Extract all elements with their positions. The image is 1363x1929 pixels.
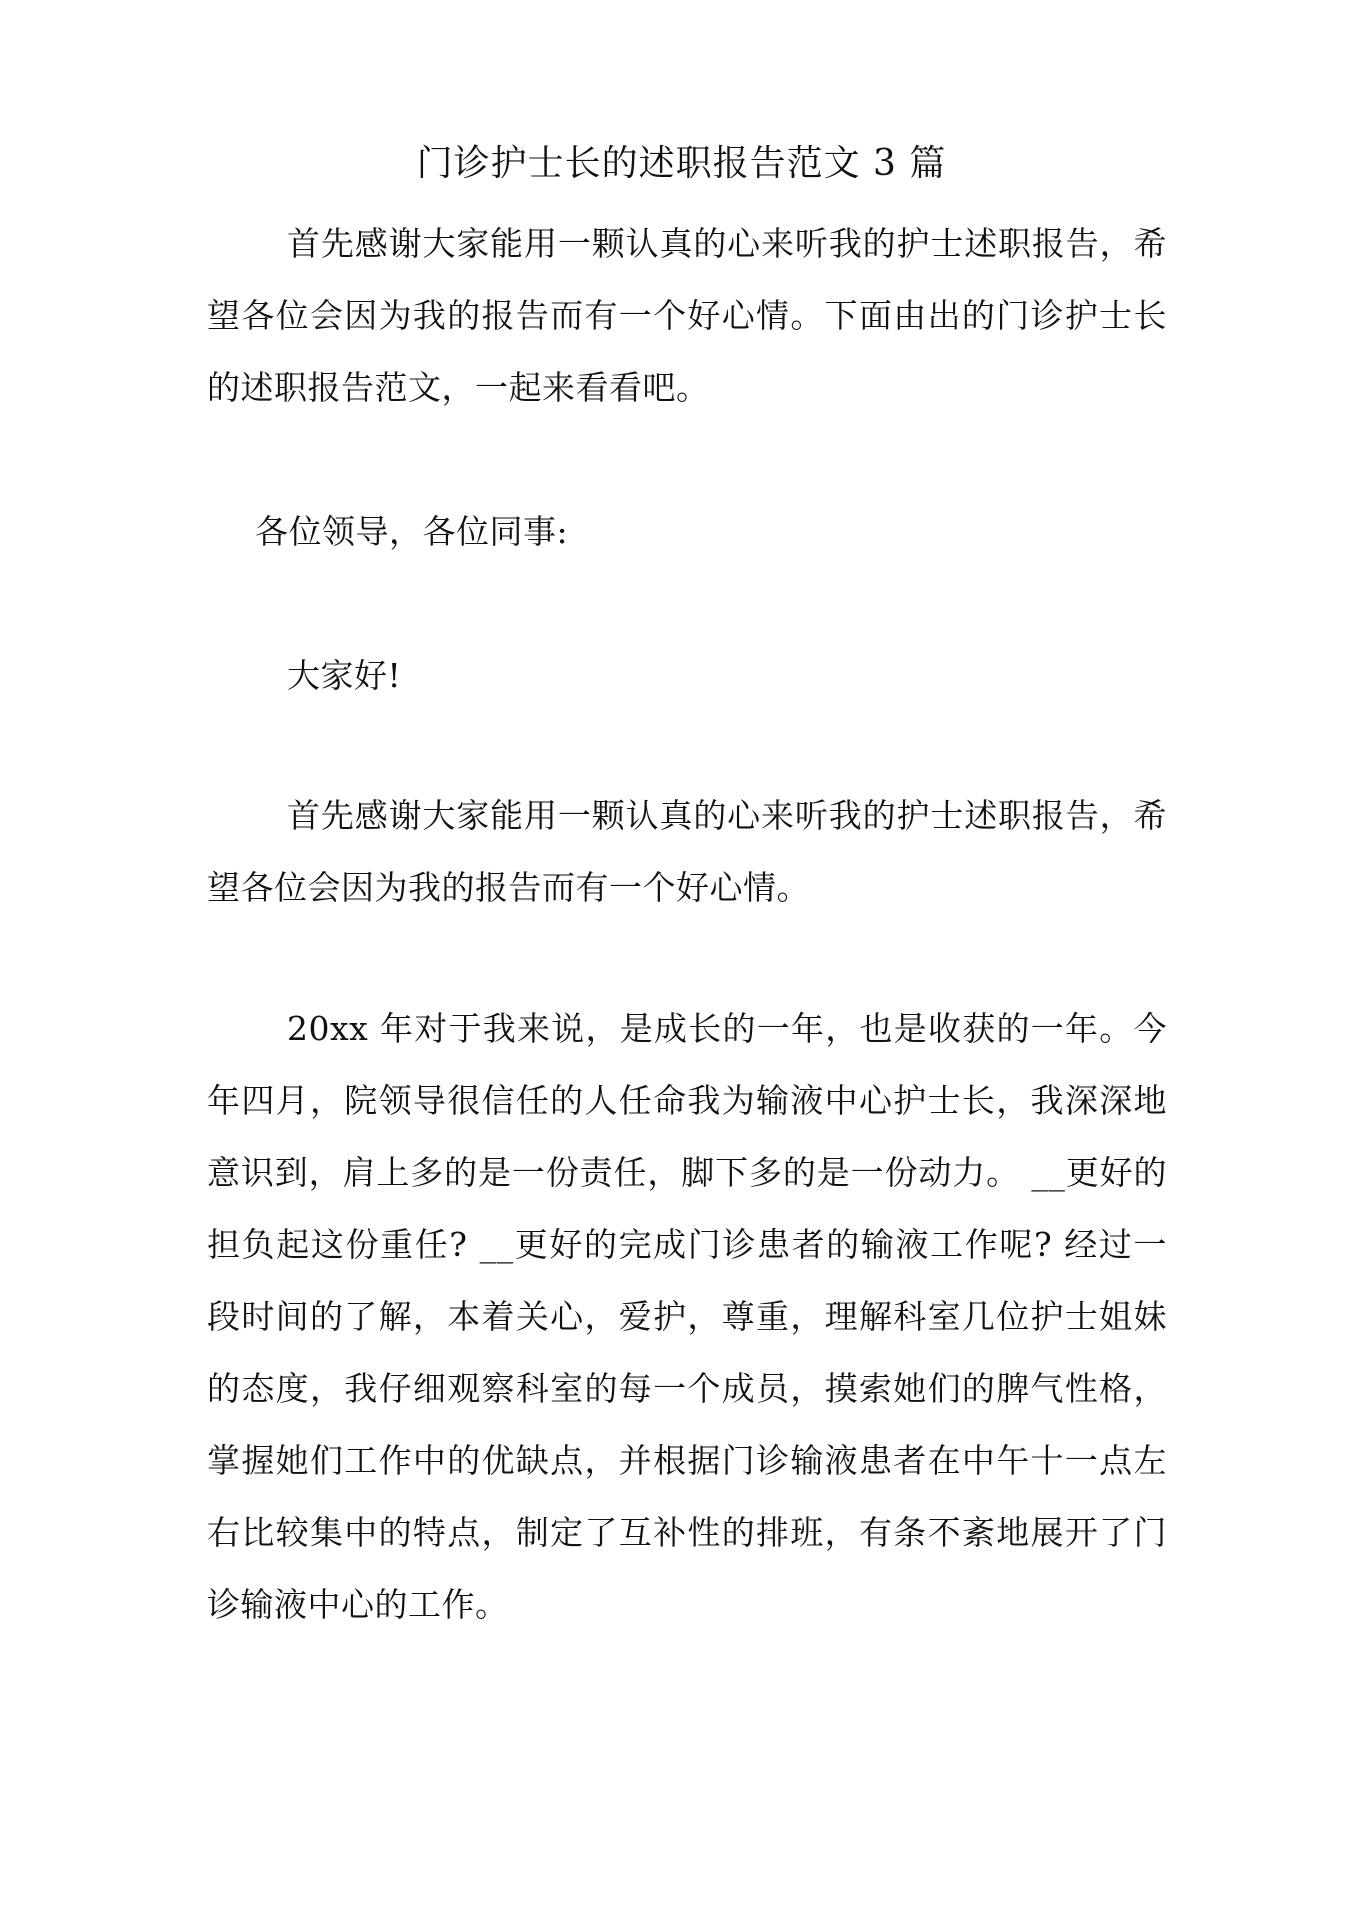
greeting-paragraph: 大家好! [287, 656, 402, 695]
body-paragraph: 20xx 年对于我来说，是成长的一年，也是收获的一年。今年四月，院领导很信任的人任命我为输液中心护士长，我深深地意识到，肩上多的是一份责任，脚下多的是一份动力。 __更好的担负起这份重任? __更好的完成门诊患者的输液工作呢? 经过一段时间的了解，本着关心，爱护，尊重，理解科室几位护士姐妹的态度，我仔细观察科室的每一个成员，摸索她们的脾气性格，掌握她们工作中的优缺点，并根据门诊输液患者在中午十一点左右比较集中的特点，制定了互补性的排班，有条不紊地展开了门诊输液中心的工作。 [207, 1009, 1167, 1624]
document-title: 门诊护士长的述职报告范文 3 篇 [416, 143, 947, 184]
intro-paragraph: 首先感谢大家能用一颗认真的心来听我的护士述职报告，希望各位会因为我的报告而有一个好心情。下面由出的门诊护士长的述职报告范文，一起来看看吧。 [207, 224, 1167, 407]
thanks-paragraph: 首先感谢大家能用一颗认真的心来听我的护士述职报告，希望各位会因为我的报告而有一个好心情。 [207, 796, 1167, 907]
salutation-paragraph: 各位领导，各位同事: [255, 512, 569, 551]
